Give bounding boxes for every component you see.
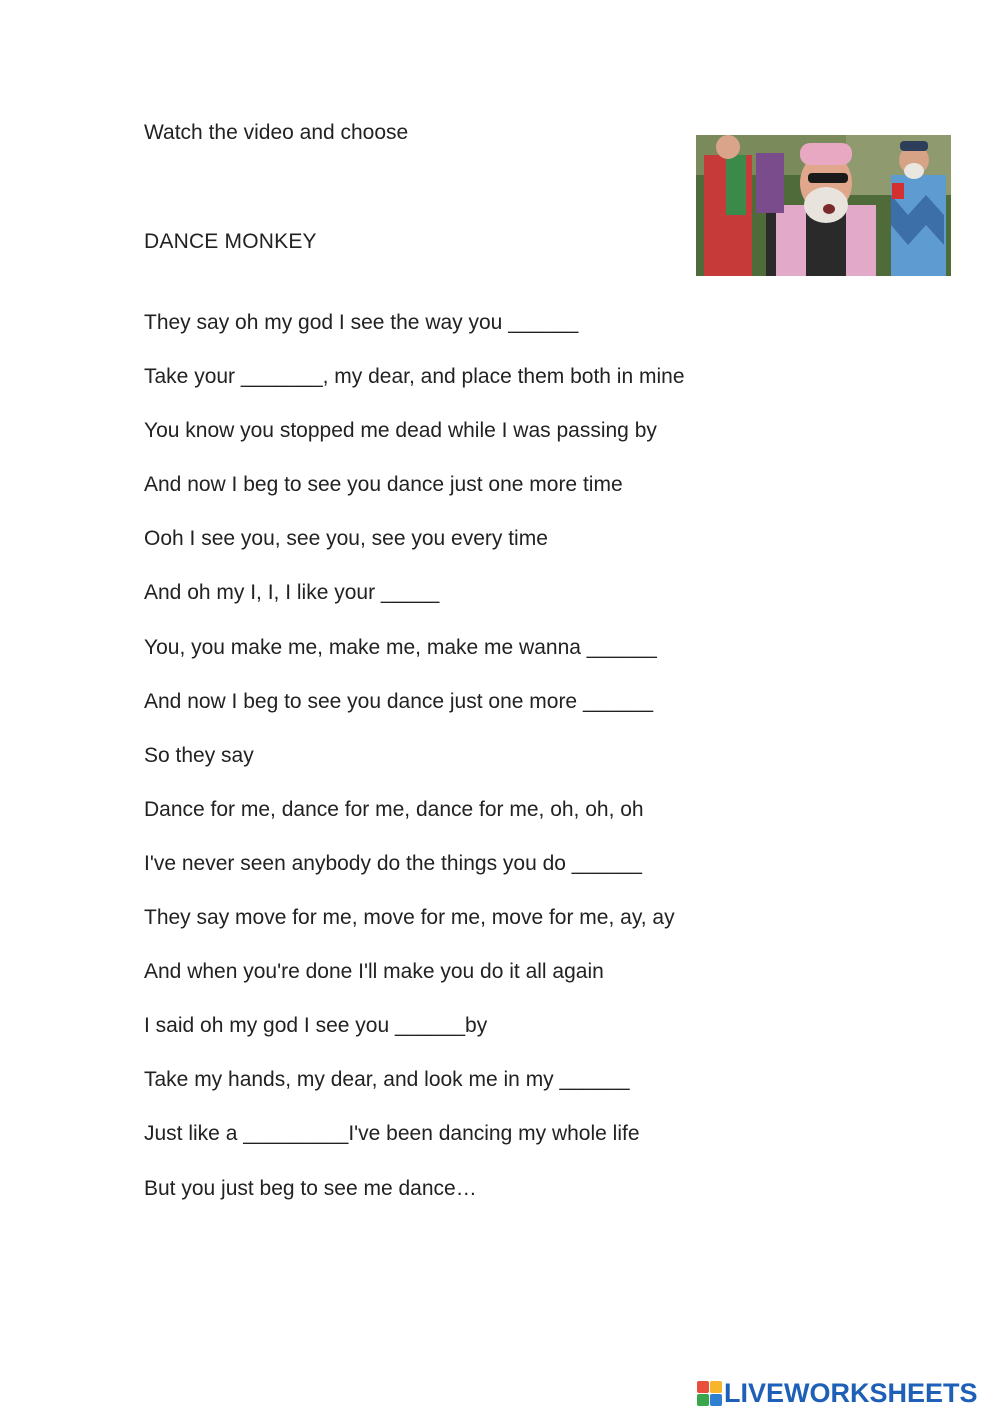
lyric-line: You, you make me, make me, make me wanna ______ — [144, 635, 657, 659]
icon-square-yellow — [710, 1381, 722, 1393]
icon-square-red — [697, 1381, 709, 1393]
lyric-line: So they say — [144, 743, 254, 767]
liveworksheets-icon — [697, 1381, 721, 1405]
brand-name: LIVEWORKSHEETS — [724, 1377, 978, 1408]
lyric-line: And oh my I, I, I like your _____ — [144, 581, 440, 605]
instruction-text: Watch the video and choose — [144, 121, 409, 144]
lyric-line: Ooh I see you, see you, see you every time — [144, 527, 548, 551]
lyric-line: They say oh my god I see the way you ______ — [144, 311, 579, 334]
lyric-line: I've never seen anybody do the things you do ______ — [144, 851, 642, 875]
liveworksheets-logo — [697, 1378, 978, 1408]
lyric-line: Just like a _________I've been dancing my whole life — [144, 1122, 640, 1146]
lyric-line: I said oh my god I see you ______by — [144, 1014, 488, 1038]
lyric-line: They say move for me, move for me, move for me, ay, ay — [144, 906, 675, 930]
lyric-line: But you just beg to see me dance… — [144, 1176, 477, 1200]
lyric-line: And now I beg to see you dance just one more ______ — [144, 689, 654, 713]
song-title: DANCE MONKEY — [144, 230, 317, 253]
old-men-dancing-photo — [696, 135, 951, 276]
lyric-line: And when you're done I'll make you do it all again — [144, 960, 604, 984]
lyric-line: You know you stopped me dead while I was passing by — [144, 419, 657, 443]
icon-square-green — [697, 1394, 709, 1406]
lyric-line: And now I beg to see you dance just one more time — [144, 473, 623, 497]
lyrics-list — [144, 312, 685, 1232]
lyric-line: Dance for me, dance for me, dance for me, oh, oh, oh — [144, 797, 644, 821]
icon-square-blue — [710, 1394, 722, 1406]
lyric-line: Take my hands, my dear, and look me in my ______ — [144, 1068, 630, 1092]
lyric-line: Take your _______, my dear, and place them both in mine — [144, 365, 685, 389]
